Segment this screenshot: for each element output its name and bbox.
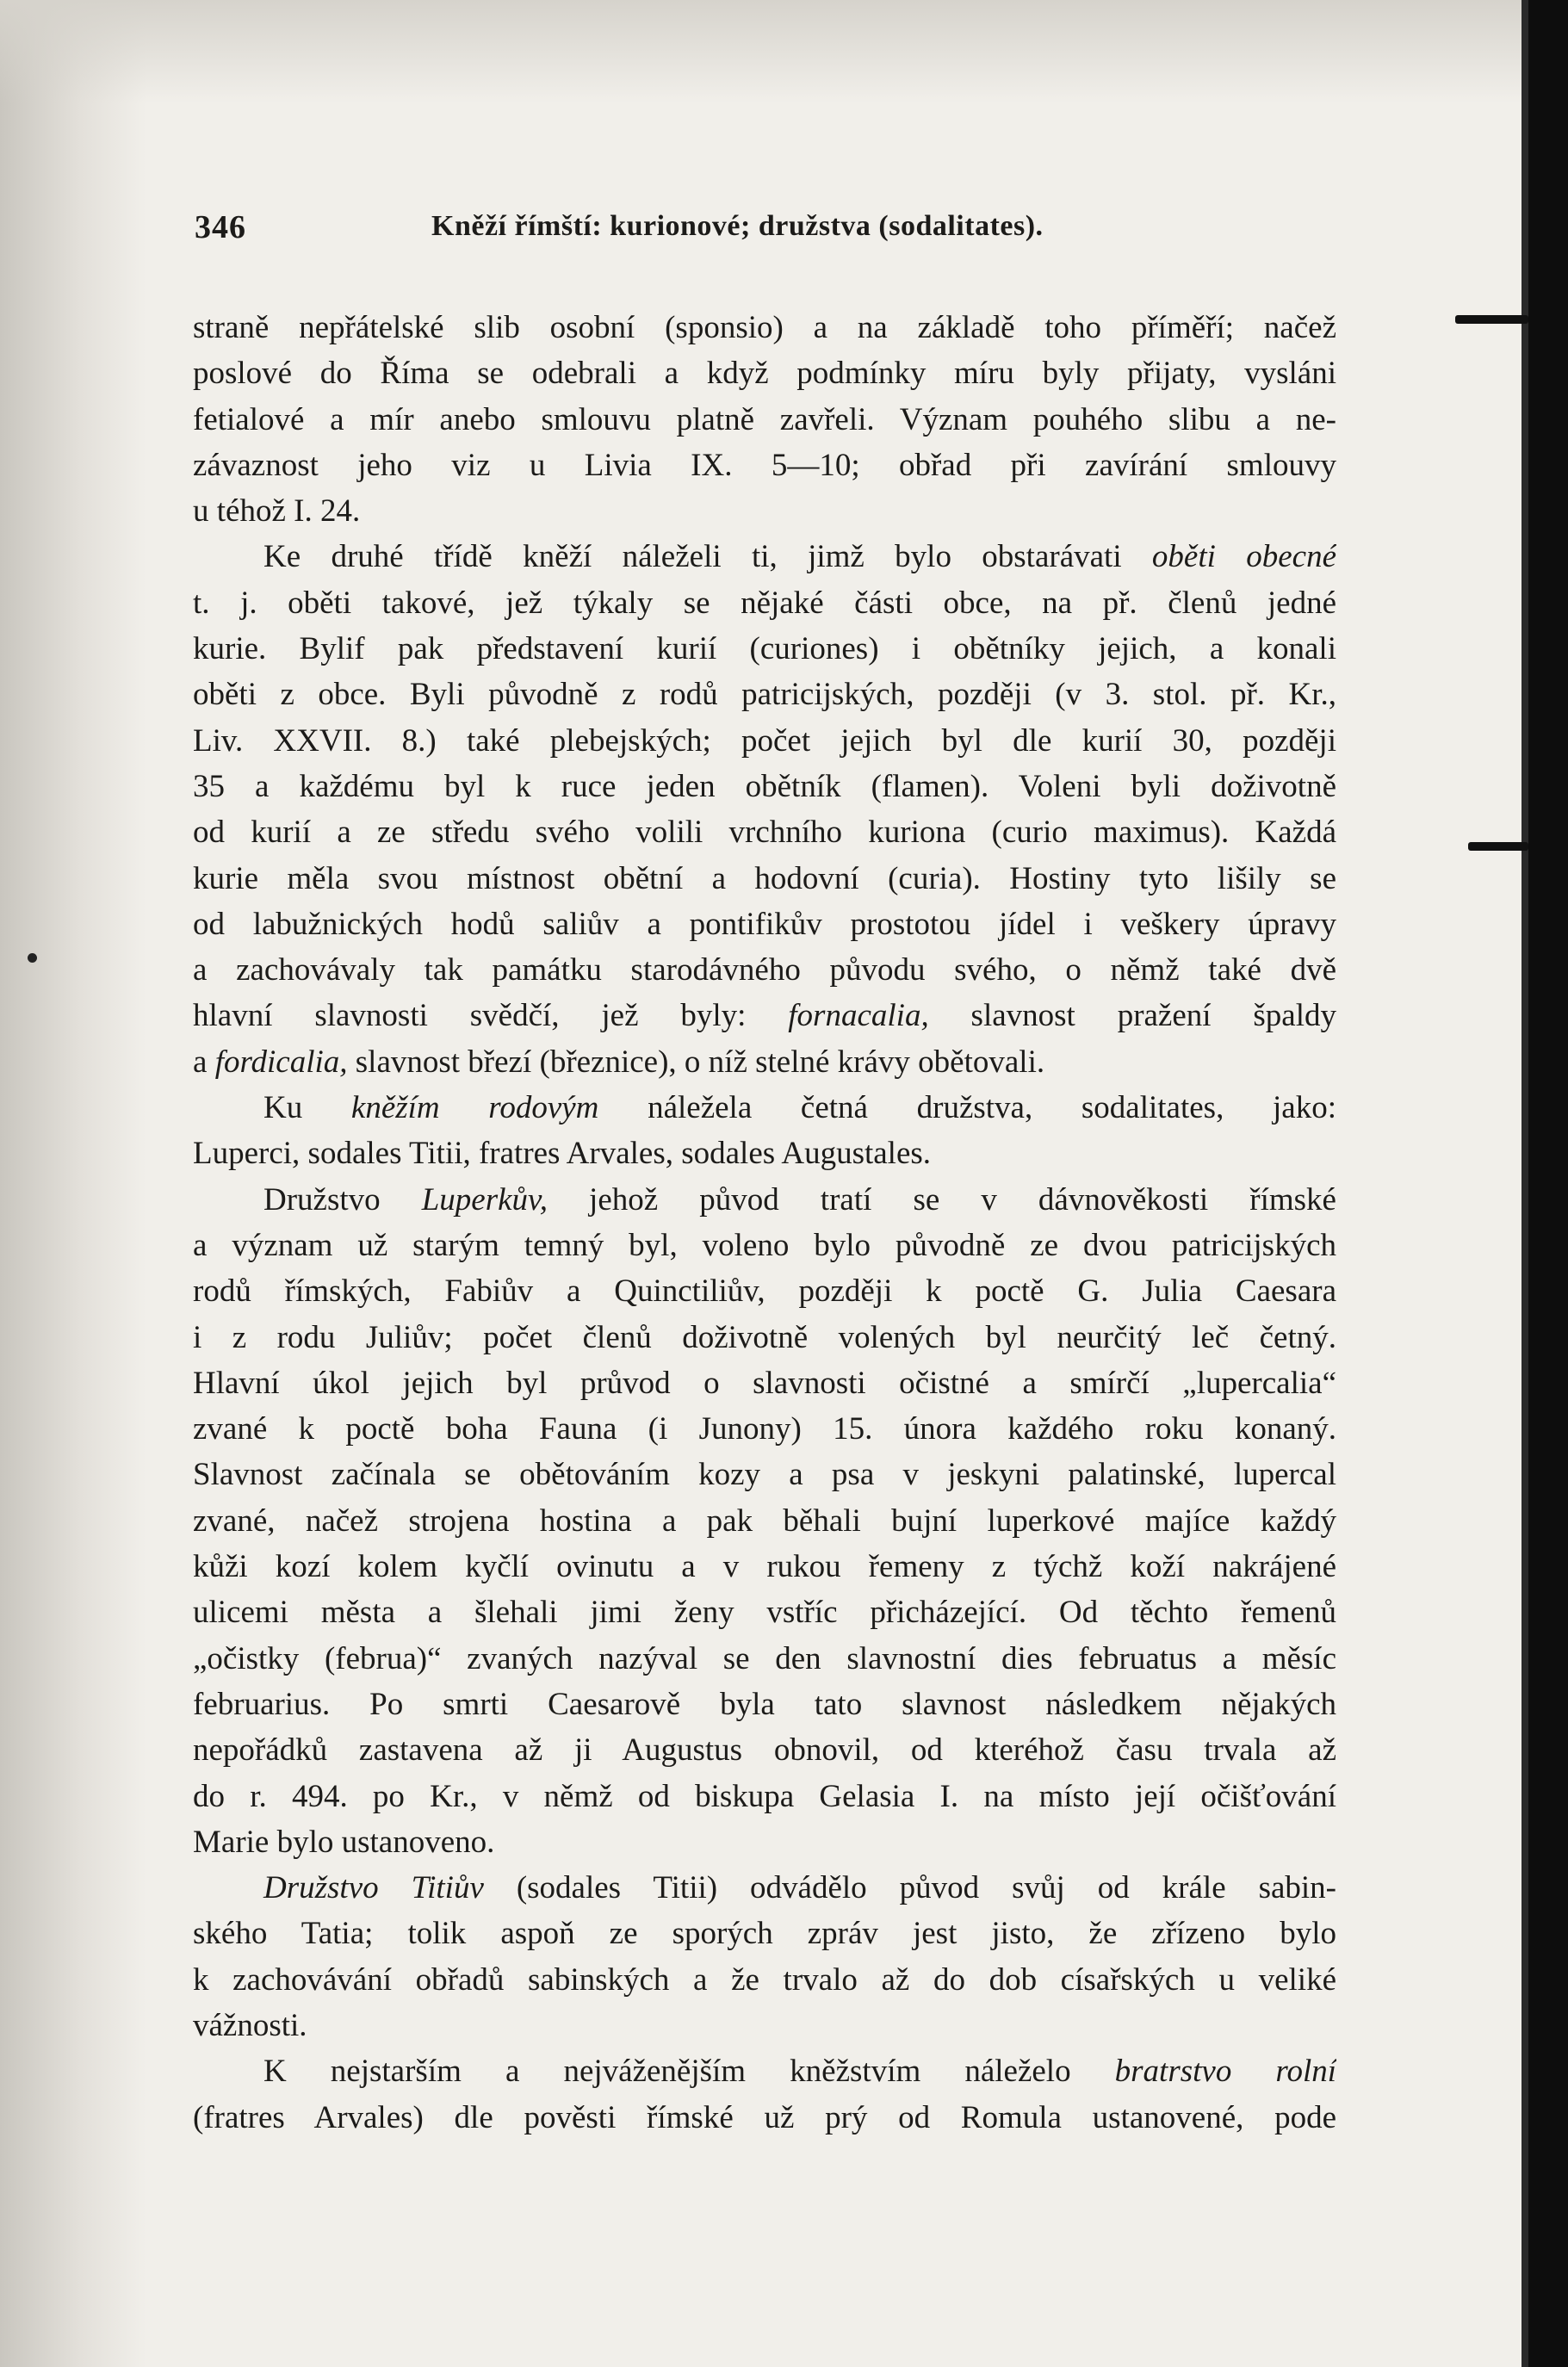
text-segment: od kurií a ze středu svého volili vrchního kuriona (curio maximus). Každá bbox=[193, 815, 1336, 851]
scan-shadow-top bbox=[0, 0, 1568, 103]
text-segment: Hlavní úkol jejich byl průvod o slavnosti očistné a smírčí „lupercalia“ bbox=[193, 1365, 1336, 1401]
running-head: Kněží římští: kurionové; družstva (sodalitates). bbox=[431, 210, 1044, 242]
italic-term: fornacalia, bbox=[788, 998, 929, 1034]
text-segment: u téhož I. 24. bbox=[193, 493, 361, 530]
text-segment: hlavní slavnosti svědčí, jež byly: bbox=[193, 998, 789, 1034]
text-line bbox=[193, 1774, 1336, 1819]
text-segment: oběti z obce. Byli původně z rodů patricijských, později (v 3. stol. př. Kr., bbox=[193, 677, 1336, 713]
text-line bbox=[193, 626, 1336, 672]
text-segment: ulicemi města a šlehali jimi ženy vstříc přicházející. Od těchto řemenů bbox=[193, 1595, 1336, 1631]
text-segment: straně nepřátelské slib osobní (sponsio) a na základě toho příměří; načež bbox=[193, 310, 1336, 345]
text-line bbox=[193, 1636, 1336, 1682]
text-line bbox=[193, 1039, 1336, 1085]
text-segment: (fratres Arvales) dle pověsti římské už prý od Romula ustanovené, pode bbox=[193, 2099, 1336, 2135]
text-line bbox=[193, 764, 1336, 809]
text-segment: jehož původ tratí se v dávnověkosti římské bbox=[547, 1181, 1336, 1218]
text-segment: zvané, načež strojena hostina a pak běhali bujní luperkové majíce každý bbox=[193, 1503, 1336, 1539]
text-segment: k zachovávání obřadů sabinských a že trvalo až do dob císařských u veliké bbox=[193, 1961, 1336, 1998]
text-line bbox=[193, 1957, 1336, 2003]
text-line bbox=[193, 350, 1336, 396]
text-line bbox=[193, 2003, 1336, 2048]
text-segment: Liv. XXVII. 8.) také plebejských; počet jejich byl dle kurií 30, později bbox=[193, 722, 1336, 759]
italic-term: kněžím rodovým bbox=[350, 1090, 599, 1126]
text-segment: Luperci, sodales Titii, fratres Arvales, sodales Augustales. bbox=[193, 1136, 932, 1172]
text-segment: slavnost pražení špaldy bbox=[928, 998, 1336, 1034]
text-line bbox=[193, 809, 1336, 855]
margin-dot bbox=[28, 953, 37, 963]
text-line bbox=[193, 2095, 1336, 2141]
text-line bbox=[193, 305, 1336, 350]
text-line bbox=[193, 1911, 1336, 1956]
text-segment: Ke druhé třídě kněží náleželi ti, jimž bylo obstarávati bbox=[263, 539, 1152, 575]
text-line bbox=[193, 672, 1336, 717]
italic-term: bratrstvo rolní bbox=[1114, 2054, 1336, 2090]
text-segment: 35 a každému byl k ruce jeden obětník (flamen). Voleni byli doživotně bbox=[193, 768, 1336, 804]
margin-mark bbox=[1455, 315, 1528, 324]
text-segment: kůži kozí kolem kyčlí ovinutu a v rukou řemeny z týchž koží nakrájené bbox=[193, 1549, 1336, 1585]
text-segment: K nejstarším a nejváženějším kněžstvím náleželo bbox=[263, 2054, 1115, 2090]
body-text bbox=[193, 305, 1336, 2141]
text-segment: a zachovávaly tak památku starodávného původu svého, o němž také dvě bbox=[193, 952, 1336, 988]
text-line bbox=[193, 1819, 1336, 1865]
text-segment: slavnost březí (březnice), o níž stelné krávy obětovali. bbox=[347, 1044, 1045, 1080]
text-segment: a význam už starým temný byl, voleno bylo původně ze dvou patricijských bbox=[193, 1227, 1336, 1263]
scan-border-right bbox=[1528, 0, 1568, 2367]
text-segment: ského Tatia; tolik aspoň ze sporých zpráv jest jisto, že zřízeno bylo bbox=[193, 1916, 1336, 1952]
text-segment: náležela četná družstva, sodalitates, jako: bbox=[598, 1090, 1336, 1126]
italic-term: oběti obecné bbox=[1151, 539, 1336, 575]
text-line bbox=[193, 856, 1336, 902]
text-line bbox=[193, 1360, 1336, 1406]
text-line bbox=[193, 1131, 1336, 1176]
text-segment: závaznost jeho viz u Livia IX. 5—10; obřad při zavírání smlouvy bbox=[193, 447, 1336, 483]
text-line bbox=[193, 397, 1336, 443]
text-line bbox=[193, 1589, 1336, 1635]
text-segment: Slavnost začínala se obětováním kozy a psa v jeskyni palatinské, lupercal bbox=[193, 1457, 1336, 1493]
text-line bbox=[193, 902, 1336, 947]
text-line bbox=[193, 1177, 1336, 1223]
scan-shadow-left bbox=[0, 0, 146, 2367]
text-line bbox=[193, 993, 1336, 1038]
text-line bbox=[193, 718, 1336, 764]
text-segment: februarius. Po smrti Caesarově byla tato slavnost následkem nějakých bbox=[193, 1686, 1336, 1722]
text-line bbox=[193, 1085, 1336, 1131]
text-line bbox=[193, 488, 1336, 534]
text-segment: vážnosti. bbox=[193, 2007, 307, 2043]
text-segment: „očistky (februa)“ zvaných nazýval se den slavnostní dies februatus a měsíc bbox=[193, 1640, 1336, 1676]
text-line bbox=[193, 1544, 1336, 1589]
text-line bbox=[193, 1223, 1336, 1268]
text-segment: zvané k poctě boha Fauna (i Junony) 15. února každého roku konaný. bbox=[193, 1411, 1336, 1447]
text-line bbox=[193, 1682, 1336, 1727]
text-line bbox=[193, 1498, 1336, 1544]
text-line bbox=[193, 1452, 1336, 1497]
text-segment: poslové do Říma se odebrali a když podmínky míru byly přijaty, vysláni bbox=[193, 356, 1336, 392]
italic-term: Luperkův, bbox=[421, 1181, 548, 1218]
italic-term: Družstvo Titiův bbox=[263, 1870, 484, 1906]
text-segment: t. j. oběti takové, jež týkaly se nějaké části obce, na př. členů jedné bbox=[193, 585, 1336, 621]
text-segment: Marie bylo ustanoveno. bbox=[193, 1824, 495, 1860]
text-line bbox=[193, 580, 1336, 626]
text-segment: do r. 494. po Kr., v němž od biskupa Gelasia I. na místo její očišťování bbox=[193, 1778, 1336, 1814]
text-segment: rodů římských, Fabiův a Quinctiliův, později k poctě G. Julia Caesara bbox=[193, 1273, 1336, 1310]
text-segment: kurie měla svou místnost obětní a hodovní (curia). Hostiny tyto lišily se bbox=[193, 860, 1336, 896]
italic-term: fordicalia, bbox=[214, 1044, 348, 1080]
text-segment: i z rodu Juliův; počet členů doživotně volených byl neurčitý leč četný. bbox=[193, 1319, 1336, 1355]
text-segment: fetialové a mír anebo smlouvu platně zavřeli. Význam pouhého slibu a ne- bbox=[193, 401, 1336, 437]
page-header bbox=[195, 208, 1333, 251]
text-line bbox=[193, 1315, 1336, 1360]
text-segment: a bbox=[193, 1044, 215, 1080]
page-edge-shadow bbox=[1522, 0, 1528, 2367]
text-line bbox=[193, 1727, 1336, 1773]
text-line bbox=[193, 2048, 1336, 2094]
page-number: 346 bbox=[195, 209, 246, 245]
text-line bbox=[193, 534, 1336, 579]
text-line bbox=[193, 947, 1336, 993]
text-line bbox=[193, 1865, 1336, 1911]
text-line bbox=[193, 1268, 1336, 1314]
text-segment: Ku bbox=[263, 1090, 351, 1126]
margin-mark bbox=[1468, 842, 1528, 851]
text-line bbox=[193, 1406, 1336, 1452]
text-segment: Družstvo bbox=[263, 1181, 422, 1218]
text-line bbox=[193, 443, 1336, 488]
text-segment: od labužnických hodů saliův a pontifikův prostotou jídel i veškery úpravy bbox=[193, 906, 1336, 942]
text-segment: kurie. Bylif pak představení kurií (curiones) i obětníky jejich, a konali bbox=[193, 631, 1336, 667]
text-segment: nepořádků zastavena až ji Augustus obnovil, od kteréhož času trvala až bbox=[193, 1732, 1336, 1769]
text-segment: (sodales Titii) odvádělo původ svůj od krále sabin- bbox=[483, 1870, 1336, 1906]
